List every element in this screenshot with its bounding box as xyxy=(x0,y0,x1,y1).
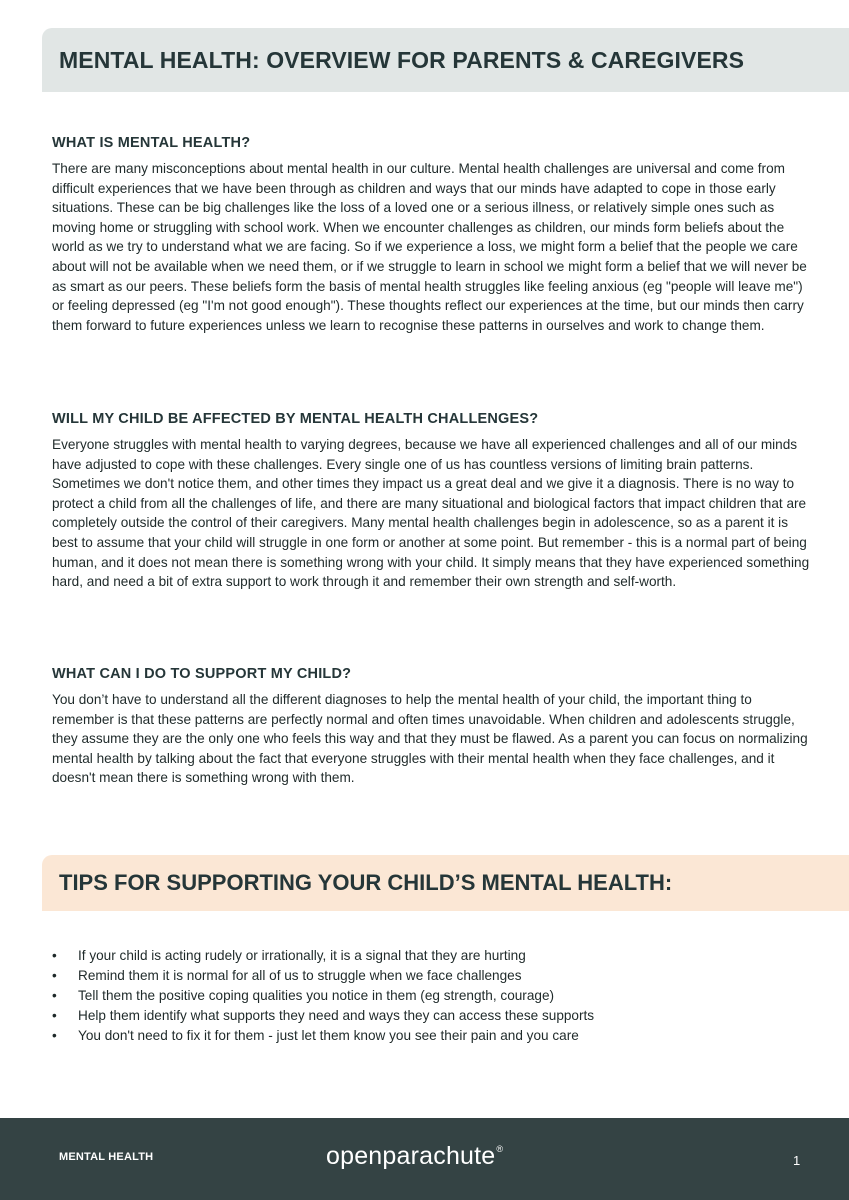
section-will-my-child-be-affected xyxy=(52,411,812,592)
brand-logo xyxy=(326,1142,503,1171)
list-item xyxy=(52,986,812,1006)
bullet-icon: • xyxy=(52,1008,57,1023)
bullet-icon: • xyxy=(52,968,57,983)
page-footer xyxy=(0,1118,849,1200)
tips-title-banner xyxy=(42,855,849,911)
tip-text: Tell them the positive coping qualities you notice in them (eg strength, courage) xyxy=(78,988,555,1003)
list-item xyxy=(52,1026,812,1046)
tips-list xyxy=(52,946,812,1046)
page-number: 1 xyxy=(793,1153,801,1168)
page-title-banner xyxy=(42,28,849,92)
tip-text: Remind them it is normal for all of us to struggle when we face challenges xyxy=(78,968,522,983)
section-heading: WILL MY CHILD BE AFFECTED BY MENTAL HEALTH CHALLENGES? xyxy=(52,411,539,427)
tip-text: If your child is acting rudely or irrationally, it is a signal that they are hurting xyxy=(78,948,526,963)
list-item xyxy=(52,946,812,966)
section-body: Everyone struggles with mental health to varying degrees, because we have all experienced challenges and all of our minds have adjusted to cope with these challenges. Every single one of us has countless versions of limiting brain patterns. Sometimes we don't notice them, and other times they impact us a great deal and we give it a diagnosis. There is no way to protect a child from all the challenges of life, and there are many situational and biological factors that impact children that are completely outside the control of their caregivers. Many mental health challenges begin in adolescence, so as a parent it is best to assume that your child will struggle in one form or another at some point. But remember - this is a normal part of being human, and it does not mean there is something wrong with your child. It simply means that they have experienced something hard, and need a bit of extra support to work through it and remember their own strength and self-worth. xyxy=(52,437,810,590)
bullet-icon: • xyxy=(52,1028,57,1043)
section-what-is-mental-health xyxy=(52,135,812,335)
tip-text: Help them identify what supports they need and ways they can access these supports xyxy=(78,1008,595,1023)
registered-mark: ® xyxy=(496,1144,504,1154)
tips-title: TIPS FOR SUPPORTING YOUR CHILD’S MENTAL HEALTH: xyxy=(59,870,673,895)
bullet-icon: • xyxy=(52,988,57,1003)
section-body: You don’t have to understand all the different diagnoses to help the mental health of your child, the important thing to remember is that these patterns are perfectly normal and often times unavoidable. When children and adolescents struggle, they assume they are the only one who feels this way and that they must be flawed. As a parent you can focus on normalizing mental health by talking about the fact that everyone struggles with their mental health when they face challenges, and it doesn't mean there is something wrong with them. xyxy=(52,692,808,786)
list-item xyxy=(52,966,812,986)
section-body: There are many misconceptions about mental health in our culture. Mental health challenges are universal and come from difficult experiences that we have been through as children and ways that our minds have adapted to cope in those early situations. These can be big challenges like the loss of a loved one or a serious illness, or relatively simple ones such as moving home or struggling with school work. When we encounter challenges as children, our minds form beliefs about the world as we try to understand what we are facing. So if we experience a loss, we might form a belief that the people we care about will not be available when we need them, or if we struggle to learn in school we might form a belief that we will never be as smart as our peers. These beliefs form the basis of mental health struggles like feeling anxious (eg "people will leave me") or feeling depressed (eg "I'm not good enough"). These thoughts reflect our experiences at the time, but our minds then carry them forward to future experiences unless we learn to recognise these patterns in ourselves and work to change them. xyxy=(52,161,807,333)
brand-name: openparachute xyxy=(326,1142,496,1170)
section-what-can-i-do xyxy=(52,666,812,788)
page-title: MENTAL HEALTH: OVERVIEW FOR PARENTS & CAREGIVERS xyxy=(59,46,745,73)
list-item xyxy=(52,1006,812,1026)
section-heading: WHAT IS MENTAL HEALTH? xyxy=(52,135,251,151)
tip-text: You don't need to fix it for them - just let them know you see their pain and you care xyxy=(78,1028,579,1043)
bullet-icon: • xyxy=(52,948,57,963)
section-heading: WHAT CAN I DO TO SUPPORT MY CHILD? xyxy=(52,666,352,682)
footer-label: MENTAL HEALTH xyxy=(59,1151,154,1163)
